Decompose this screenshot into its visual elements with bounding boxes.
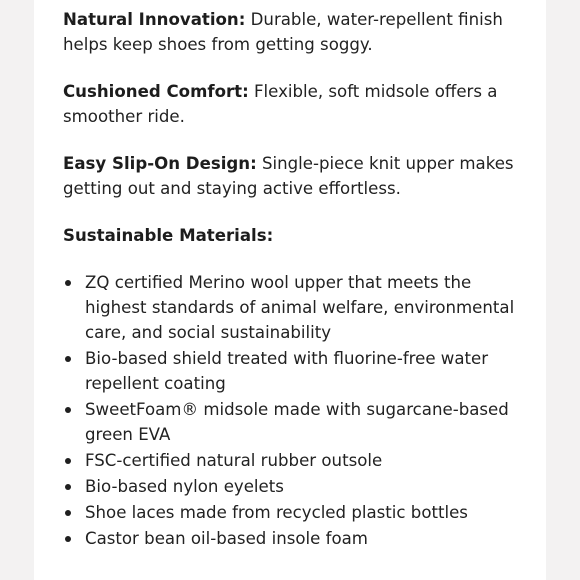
feature-text: Flexible, soft midsole offers a smoother ride. bbox=[63, 82, 498, 126]
list-item-text: Castor bean oil-based insole foam bbox=[85, 529, 368, 548]
bullet-icon bbox=[65, 407, 71, 413]
feature-text: Durable, water-repellent finish helps keep shoes from getting soggy. bbox=[63, 10, 503, 54]
list-item-text: Bio-based nylon eyelets bbox=[85, 477, 284, 496]
materials-heading: Sustainable Materials: bbox=[63, 226, 274, 245]
bullet-icon bbox=[65, 356, 71, 362]
feature-cushioned-comfort bbox=[63, 79, 533, 129]
feature-title: Cushioned Comfort: bbox=[63, 82, 249, 101]
list-item-text: Shoe laces made from recycled plastic bottles bbox=[85, 503, 468, 522]
feature-natural-innovation bbox=[63, 7, 533, 57]
list-item bbox=[63, 397, 533, 447]
list-item bbox=[63, 346, 533, 396]
list-item bbox=[63, 526, 533, 551]
feature-text: Single-piece knit upper makes getting out and staying active effortless. bbox=[63, 154, 514, 198]
feature-title: Natural Innovation: bbox=[63, 10, 246, 29]
materials-list bbox=[63, 270, 533, 551]
product-description-card bbox=[34, 0, 546, 580]
feature-title: Easy Slip-On Design: bbox=[63, 154, 257, 173]
bullet-icon bbox=[65, 458, 71, 464]
list-item-text: FSC-certified natural rubber outsole bbox=[85, 451, 383, 470]
bullet-icon bbox=[65, 510, 71, 516]
list-item-text: SweetFoam® midsole made with sugarcane-based green EVA bbox=[85, 400, 509, 444]
list-item bbox=[63, 270, 533, 345]
list-item bbox=[63, 448, 533, 473]
list-item bbox=[63, 474, 533, 499]
list-item bbox=[63, 500, 533, 525]
bullet-icon bbox=[65, 280, 71, 286]
bullet-icon bbox=[65, 536, 71, 542]
list-item-text: Bio-based shield treated with fluorine-free water repellent coating bbox=[85, 349, 489, 393]
product-description bbox=[63, 7, 533, 552]
list-item-text: ZQ certified Merino wool upper that meets the highest standards of animal welfare, environmental care, and social sustainability bbox=[85, 273, 515, 342]
feature-easy-slip-on bbox=[63, 151, 533, 201]
bullet-icon bbox=[65, 484, 71, 490]
